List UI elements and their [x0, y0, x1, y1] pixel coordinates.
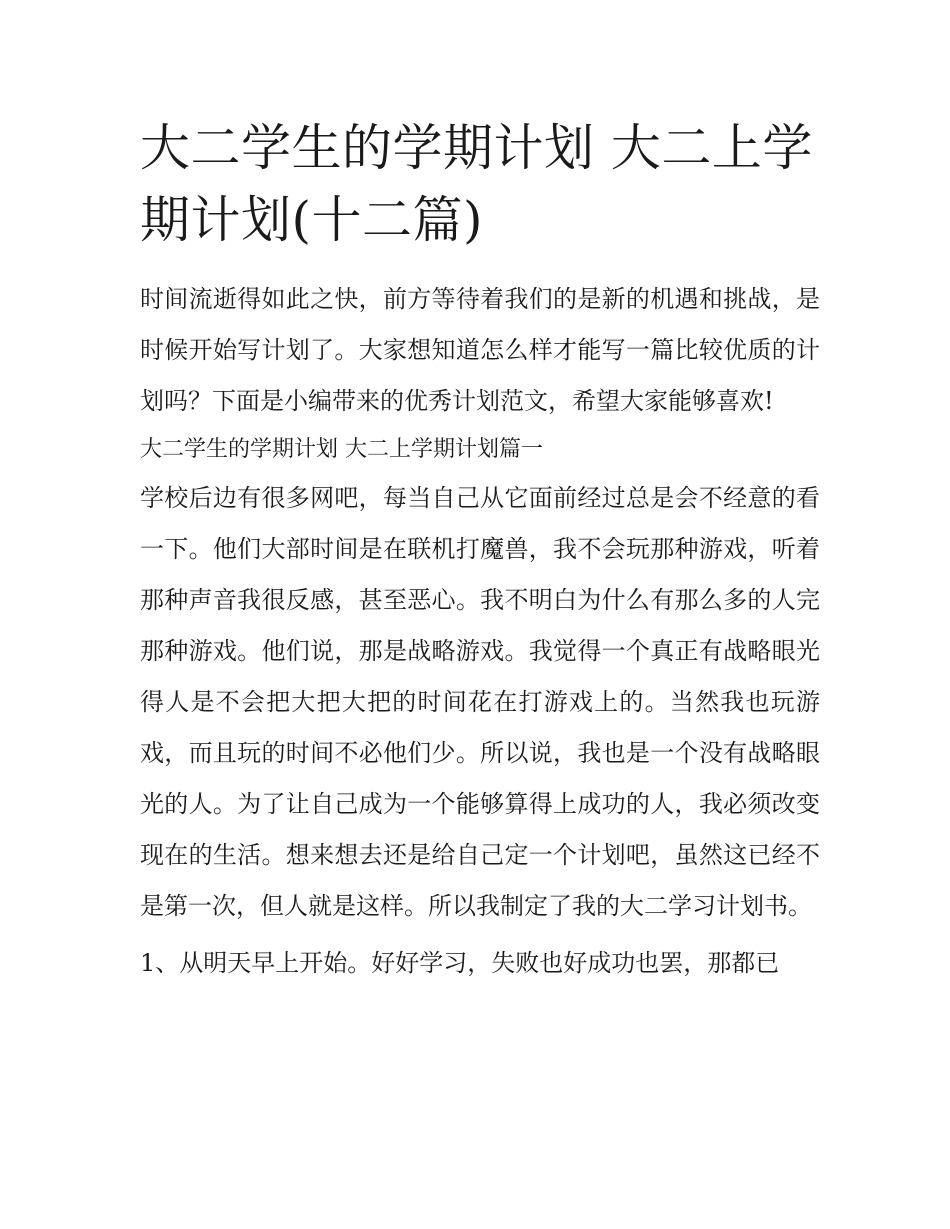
- document-page: [140, 112, 820, 989]
- intro-paragraph: 时间流逝得如此之快，前方等待着我们的是新的机遇和挑战，是时候开始写计划了。大家想知道怎么样才能写一篇比较优质的计划吗？下面是小编带来的优秀计划范文，希望大家能够喜欢!: [140, 285, 820, 415]
- section-heading: 大二学生的学期计划 大二上学期计划篇一: [140, 437, 543, 462]
- document-title: 大二学生的学期计划 大二上学期计划(十二篇): [140, 119, 813, 249]
- body-paragraph: 学校后边有很多网吧，每当自己从它面前经过总是会不经意的看一下。他们大部时间是在联机打魔兽，我不会玩那种游戏，听着那种声音我很反感，甚至恶心。我不明白为什么有那么多的人完那种游戏。他们说，那是战略游戏。我觉得一个真正有战略眼光得人是不会把大把大把的时间花在打游戏上的。当然我也玩游戏，而且玩的时间不必他们少。所以说，我也是一个没有战略眼光的人。为了让自己成为一个能够算得上成功的人，我必须改变现在的生活。想来想去还是给自己定一个计划吧，虽然这已经不是第一次，但人就是这样。所以我制定了我的大二学习计划书。: [140, 484, 820, 920]
- list-item-1: 1、从明天早上开始。好好学习，失败也好成功也罢，那都已: [140, 949, 780, 977]
